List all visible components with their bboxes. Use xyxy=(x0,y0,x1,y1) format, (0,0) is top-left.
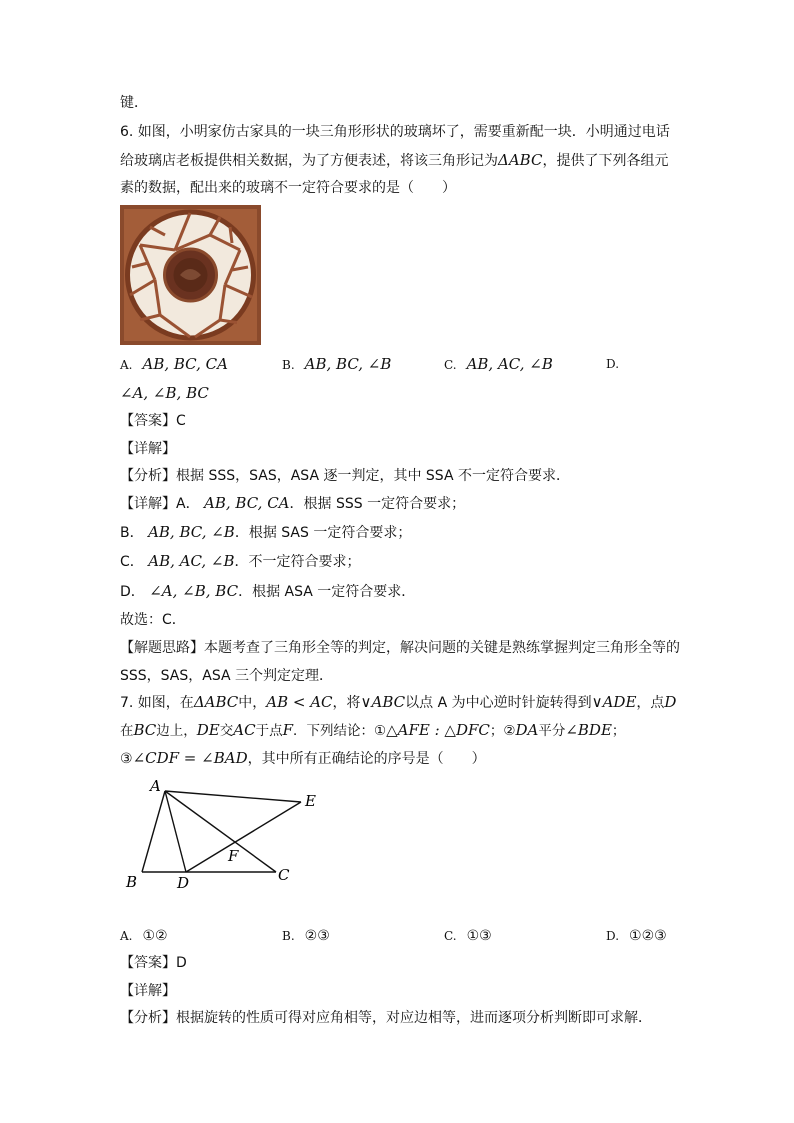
q7-stem-line2: 在BC边上，DE交AC于点F．下列结论：①△AFE : △DFC；②DA平分∠BDE； xyxy=(120,721,626,739)
q7-stem-line3: ③∠CDF = ∠BAD，其中所有正确结论的序号是（ ） xyxy=(120,749,486,767)
q6-stem-line3: 素的数据，配出来的玻璃不一定符合要求的是（ ） xyxy=(120,180,456,196)
point-f-label: F xyxy=(228,847,239,865)
q7-answer: 【答案】D xyxy=(120,955,187,971)
q6-option-b: B. AB, BC, ∠B xyxy=(282,355,392,373)
q6-thinking-line2: SSS，SAS，ASA 三个判定定理． xyxy=(120,668,334,684)
point-c-label: C xyxy=(278,866,290,884)
q6-option-d: ∠A, ∠B, BC xyxy=(120,384,209,402)
point-b-label: B xyxy=(126,873,138,891)
q7-triangle-figure xyxy=(120,772,330,892)
lattice-glass-photo xyxy=(120,205,261,345)
q6-detail-a: 【详解】A． AB, BC, CA．根据 SSS 一定符合要求； xyxy=(120,494,466,512)
segment-ab xyxy=(142,791,165,872)
q7-analysis: 【分析】根据旋转的性质可得对应角相等，对应边相等，进而逐项分析判断即可求解． xyxy=(120,1010,652,1026)
previous-text-tail: 键． xyxy=(120,95,148,111)
q6-thinking-line1: 【解题思路】本题考查了三角形全等的判定，解决问题的关键是熟练掌握判定三角形全等的 xyxy=(120,640,680,656)
q6-choose: 故选：C． xyxy=(120,612,186,628)
q6-option-c: C. AB, AC, ∠B xyxy=(444,355,553,373)
segment-ae xyxy=(165,791,301,802)
q7-option-c: C. ①③ xyxy=(444,928,492,944)
q6-analysis: 【分析】根据 SSS，SAS，ASA 逐一判定，其中 SSA 不一定符合要求． xyxy=(120,468,570,484)
q7-option-d: D. ①②③ xyxy=(606,928,667,944)
q7-detail-head: 【详解】 xyxy=(120,983,176,999)
segment-ac xyxy=(165,791,276,872)
q6-detail-head: 【详解】 xyxy=(120,441,176,457)
q6-stem-line2: 给玻璃店老板提供相关数据，为了方便表述，将该三角形记为ΔABC，提供了下列各组元 xyxy=(120,151,669,169)
segment-de xyxy=(186,802,301,872)
q6-stem-line1: 6. 如图，小明家仿古家具的一块三角形形状的玻璃坏了，需要重新配一块．小明通过电话 xyxy=(120,124,670,140)
q6-detail-d: D． ∠A, ∠B, BC．根据 ASA 一定符合要求． xyxy=(120,582,416,600)
point-a-label: A xyxy=(150,777,161,795)
q7-option-b: B. ②③ xyxy=(282,928,330,944)
segment-ad xyxy=(165,791,186,872)
q6-option-a: A. AB, BC, CA xyxy=(120,355,228,373)
point-d-label: D xyxy=(177,874,190,892)
q7-option-a: A. ①② xyxy=(120,928,168,944)
q6-answer: 【答案】C xyxy=(120,413,186,429)
q6-option-d-label: D. xyxy=(606,357,620,371)
q6-detail-c: C． AB, AC, ∠B．不一定符合要求； xyxy=(120,552,361,570)
q7-stem-line1: 7. 如图，在ΔABC中，AB < AC，将∨ABC以点 A 为中心逆时针旋转得到∨ADE，点D xyxy=(120,693,677,711)
q6-detail-b: B． AB, BC, ∠B．根据 SAS 一定符合要求； xyxy=(120,523,412,541)
point-e-label: E xyxy=(305,792,316,810)
